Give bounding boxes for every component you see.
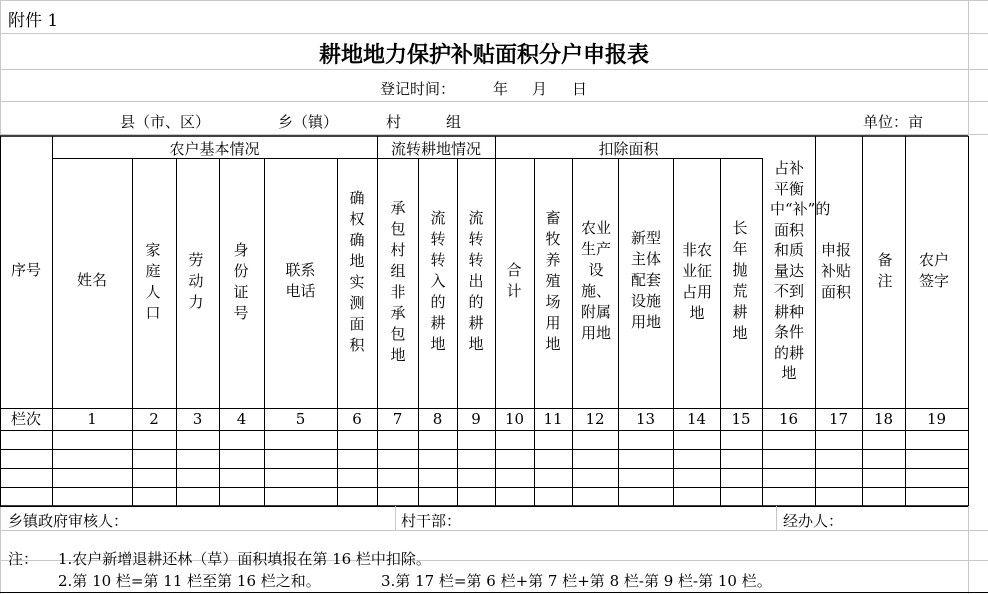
column-number: 3 bbox=[192, 410, 203, 428]
header-phone: 联系电话 bbox=[285, 261, 316, 300]
unit-label: 单位：亩 bbox=[863, 113, 924, 131]
day-label: 日 bbox=[572, 80, 588, 98]
village-cadre-label: 村干部： bbox=[401, 512, 462, 530]
column-number: 15 bbox=[731, 410, 751, 428]
header-sign: 农户签字 bbox=[918, 251, 949, 290]
reg-time-label: 登记时间： bbox=[380, 80, 456, 98]
column-number: 10 bbox=[504, 410, 525, 428]
header-total: 合计 bbox=[506, 261, 522, 300]
header-name: 姓名 bbox=[76, 271, 107, 289]
column-number: 16 bbox=[778, 410, 799, 428]
header-agri-facility: 农业生产设施、附属用地 bbox=[580, 219, 611, 342]
header-nonagri: 非农业征占用地 bbox=[681, 241, 712, 322]
column-number: 1 bbox=[87, 410, 97, 428]
column-number: 9 bbox=[471, 410, 481, 428]
notes-label: 注： bbox=[8, 550, 39, 568]
header-seq: 序号 bbox=[10, 261, 41, 279]
village-label: 村 bbox=[386, 113, 402, 131]
table-row[interactable] bbox=[0, 450, 968, 469]
column-number: 18 bbox=[873, 410, 894, 428]
header-transfer-in: 流转转入的耕地 bbox=[430, 209, 446, 353]
group-deduct: 扣除面积 bbox=[598, 140, 659, 158]
note-3: 3.第 17 栏=第 6 栏+第 7 栏+第 8 栏-第 9 栏-第 10 栏。 bbox=[381, 572, 772, 590]
header-id: 身份证号 bbox=[233, 241, 249, 322]
header-abandoned: 长年抛荒耕地 bbox=[732, 219, 748, 342]
town-review-label: 乡镇政府审核人： bbox=[8, 512, 129, 530]
column-number: 6 bbox=[352, 410, 362, 428]
note-1: 1.农户新增退耕还林（草）面积填报在第 16 栏中扣除。 bbox=[58, 550, 431, 568]
town-label: 乡（镇） bbox=[278, 113, 339, 131]
note-2: 2.第 10 栏=第 11 栏至第 16 栏之和。 bbox=[58, 572, 321, 590]
header-contract: 承包村组非承包地 bbox=[390, 199, 406, 364]
column-number: 2 bbox=[149, 410, 159, 428]
column-number: 8 bbox=[432, 410, 443, 428]
group-transfer: 流转耕地情况 bbox=[390, 140, 481, 158]
column-number-label: 栏次 bbox=[10, 410, 41, 428]
month-label: 月 bbox=[532, 80, 548, 98]
header-confirmed: 确权确地实测面积 bbox=[349, 189, 365, 354]
group-label: 组 bbox=[446, 113, 462, 131]
column-number: 17 bbox=[828, 410, 849, 428]
header-transfer-out: 流转转出的耕地 bbox=[468, 209, 484, 353]
header-livestock: 畜牧养殖场用地 bbox=[545, 209, 561, 353]
header-note: 备注 bbox=[877, 251, 893, 290]
page-title: 耕地地力保护补贴面积分户申报表 bbox=[318, 43, 649, 68]
group-basic-info: 农户基本情况 bbox=[169, 140, 260, 158]
column-number: 13 bbox=[635, 410, 656, 428]
column-number: 11 bbox=[543, 410, 563, 428]
column-number: 4 bbox=[236, 410, 247, 428]
column-number: 12 bbox=[585, 410, 605, 428]
column-number: 14 bbox=[686, 410, 707, 428]
year-label: 年 bbox=[493, 80, 509, 98]
header-balance: 占补平衡中“补”的面积和质量达不到耕种条件的耕地 bbox=[770, 159, 831, 382]
table-row[interactable] bbox=[0, 469, 968, 488]
handler-label: 经办人： bbox=[783, 512, 844, 530]
table-row[interactable] bbox=[0, 431, 968, 450]
attachment-label: 附件 1 bbox=[8, 11, 59, 31]
column-number: 5 bbox=[295, 410, 306, 428]
table-row[interactable] bbox=[0, 488, 968, 507]
header-apply: 申报补贴面积 bbox=[820, 241, 851, 301]
header-labor: 劳动力 bbox=[188, 251, 204, 311]
column-number: 7 bbox=[392, 410, 403, 428]
column-number: 19 bbox=[926, 410, 947, 428]
header-family: 家庭人口 bbox=[145, 241, 161, 322]
county-label: 县（市、区） bbox=[120, 113, 211, 131]
header-new-entity: 新型主体配套设施用地 bbox=[630, 229, 661, 331]
